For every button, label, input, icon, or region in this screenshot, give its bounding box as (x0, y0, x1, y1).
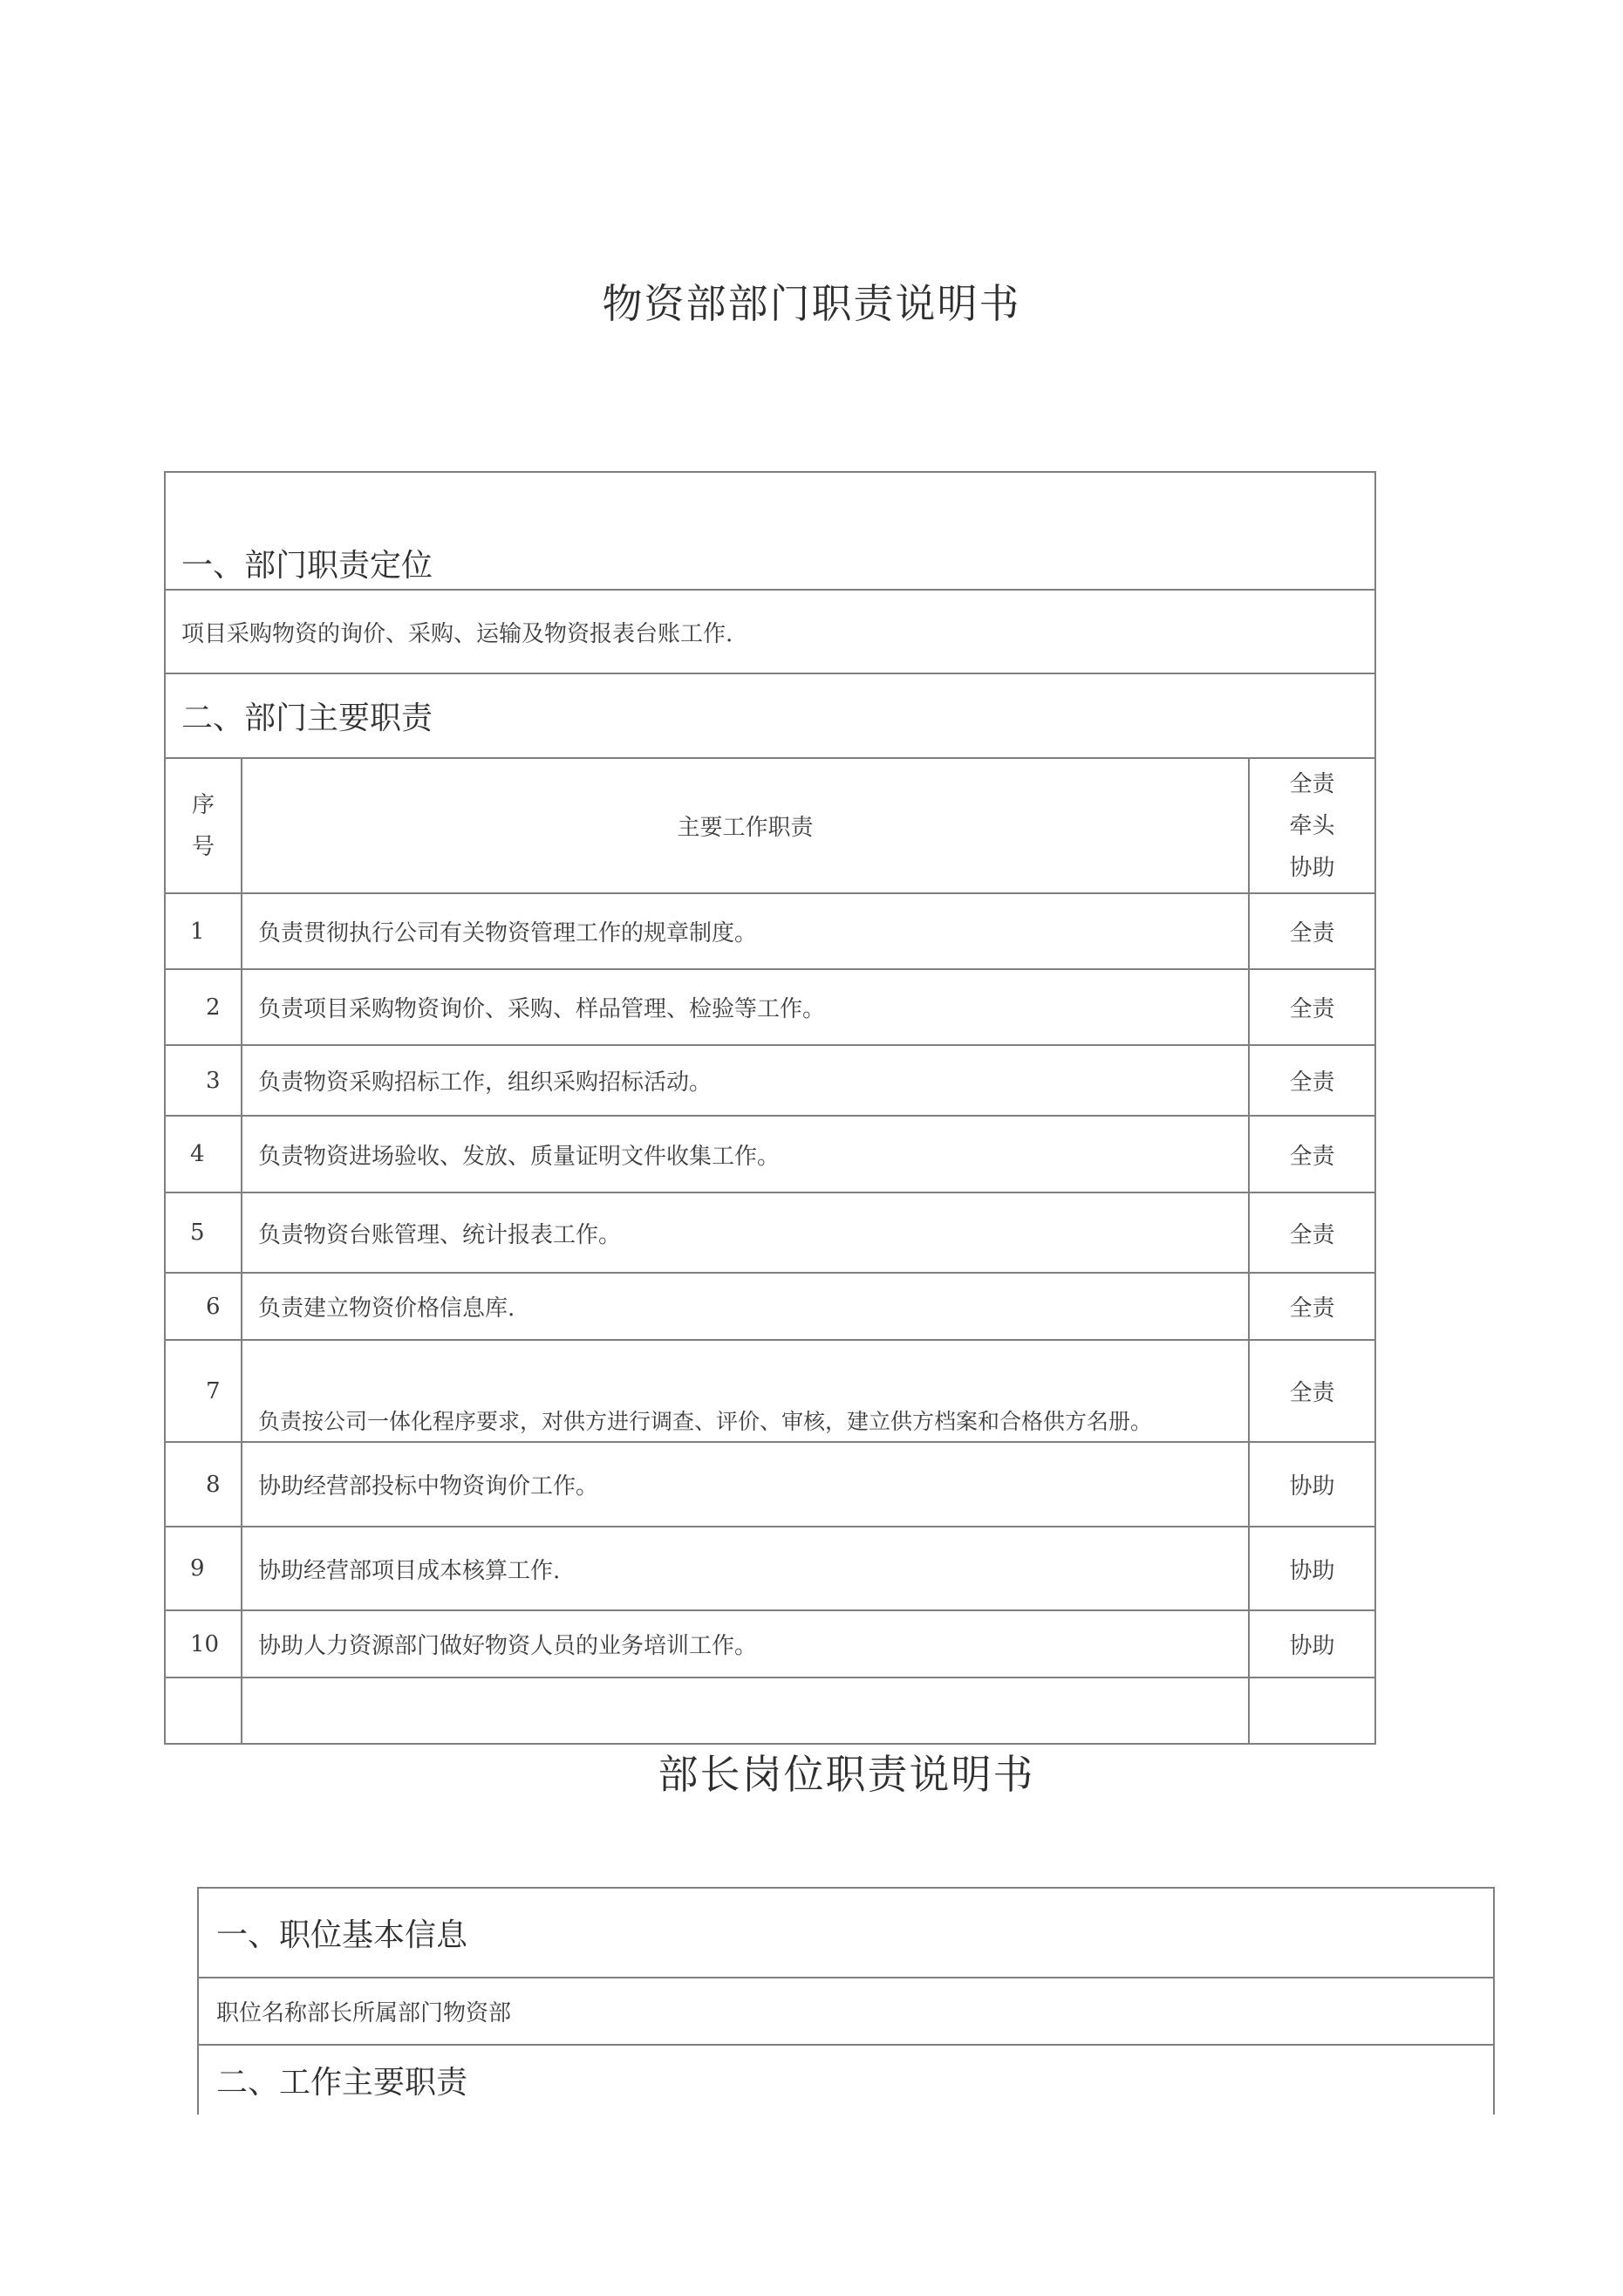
section-heading-text: 一、职位基本信息 (216, 1917, 468, 1953)
row-responsibility: 全责 (1249, 1340, 1375, 1442)
table-row (165, 1116, 1375, 1192)
row-number: 2 (165, 969, 242, 1045)
row-number: 3 (165, 1045, 242, 1116)
row-responsibility: 协助 (1249, 1610, 1375, 1678)
empty-cell (242, 1678, 1249, 1744)
row-duty: 协助人力资源部门做好物资人员的业务培训工作。 (242, 1610, 1249, 1678)
positioning-cell (165, 590, 1375, 673)
row-responsibility: 全责 (1249, 1116, 1375, 1192)
header-resp-line2: 牵头 (1289, 812, 1335, 839)
section-heading-text: 二、工作主要职责 (216, 2065, 468, 2101)
table-row (165, 1610, 1375, 1678)
header-resp-line1: 全责 (1289, 770, 1335, 797)
page-title: 物资部部门职责说明书 (602, 280, 1021, 327)
section-heading-duties (165, 673, 1375, 758)
section-heading-work-duties (198, 2045, 1494, 2115)
positioning-text: 项目采购物资的询价、采购、运输及物资报表台账工作. (181, 620, 733, 647)
row-number: 10 (165, 1610, 242, 1678)
row-duty: 负责物资台账管理、统计报表工作。 (242, 1192, 1249, 1273)
table-row (165, 1442, 1375, 1527)
row-number: 7 (165, 1340, 242, 1442)
empty-cell (165, 1678, 242, 1744)
header-resp-line3: 协助 (1289, 854, 1335, 881)
basic-info-text: 职位名称部长所属部门物资部 (216, 2000, 512, 2026)
table-row (165, 1527, 1375, 1610)
row-responsibility: 全责 (1249, 1273, 1375, 1340)
table-row (165, 893, 1375, 969)
row-duty: 负责贯彻执行公司有关物资管理工作的规章制度。 (242, 893, 1249, 969)
table-row (165, 1045, 1375, 1116)
header-seq-line1: 序 (191, 791, 215, 818)
row-number: 4 (165, 1116, 242, 1192)
row-duty: 负责按公司一体化程序要求，对供方进行调查、评价、审核，建立供方档案和合格供方名册。 (242, 1340, 1249, 1442)
header-duty-text: 主要工作职责 (677, 815, 814, 841)
row-responsibility: 协助 (1249, 1442, 1375, 1527)
empty-cell (1249, 1678, 1375, 1744)
section-heading-text: 一、部门职责定位 (181, 548, 433, 584)
row-duty: 负责项目采购物资询价、采购、样品管理、检验等工作。 (242, 969, 1249, 1045)
row-responsibility: 全责 (1249, 1192, 1375, 1273)
section-heading-text: 二、部门主要职责 (181, 700, 433, 736)
row-number: 6 (165, 1273, 242, 1340)
row-number: 5 (165, 1192, 242, 1273)
row-responsibility: 全责 (1249, 893, 1375, 969)
row-duty: 负责物资采购招标工作，组织采购招标活动。 (242, 1045, 1249, 1116)
table-row-empty (165, 1678, 1375, 1744)
row-responsibility: 协助 (1249, 1527, 1375, 1610)
row-responsibility: 全责 (1249, 1045, 1375, 1116)
section-heading-positioning (165, 472, 1375, 590)
row-number: 8 (165, 1442, 242, 1527)
second-title: 部长岗位职责说明书 (658, 1751, 1035, 1798)
row-responsibility: 全责 (1249, 969, 1375, 1045)
department-duties-table (164, 471, 1376, 1745)
header-seq-line2: 号 (191, 833, 215, 860)
row-number: 9 (165, 1527, 242, 1610)
row-duty: 负责建立物资价格信息库. (242, 1273, 1249, 1340)
table-row (165, 969, 1375, 1045)
row-duty: 协助经营部项目成本核算工作. (242, 1527, 1249, 1610)
row-number: 1 (165, 893, 242, 969)
header-seq (165, 758, 242, 893)
header-responsibility (1249, 758, 1375, 893)
section-heading-basic-info (198, 1888, 1494, 1978)
table-row (165, 1192, 1375, 1273)
header-duty (242, 758, 1249, 893)
row-duty: 协助经营部投标中物资询价工作。 (242, 1442, 1249, 1527)
table-row (165, 1273, 1375, 1340)
basic-info-cell (198, 1978, 1494, 2045)
position-duties-table (197, 1887, 1495, 2115)
row-duty: 负责物资进场验收、发放、质量证明文件收集工作。 (242, 1116, 1249, 1192)
table-row (165, 1340, 1375, 1442)
